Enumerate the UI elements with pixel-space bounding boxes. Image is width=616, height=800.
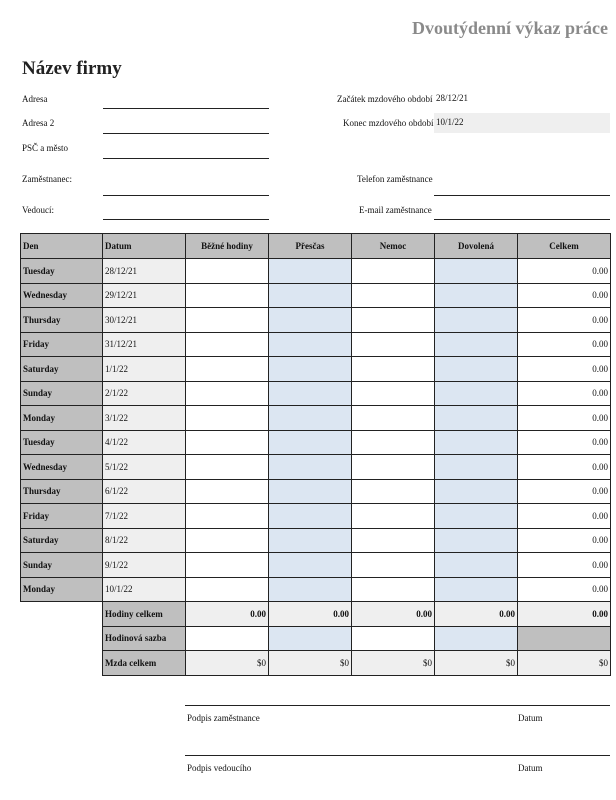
address-field[interactable] xyxy=(103,108,269,109)
day-cell: Tuesday xyxy=(21,259,103,284)
empty-cell xyxy=(21,626,103,651)
col-header-overtime: Přesčas xyxy=(269,234,352,259)
sick-input[interactable] xyxy=(352,528,435,553)
employee-label: Zaměstnanec: xyxy=(22,174,72,184)
col-header-date: Datum xyxy=(103,234,186,259)
hourly-rate-row xyxy=(21,626,611,651)
overtime-input[interactable] xyxy=(269,577,352,602)
day-cell: Saturday xyxy=(21,357,103,382)
table-row xyxy=(21,577,611,602)
rate-vacation-input[interactable] xyxy=(435,626,518,651)
manager-field[interactable] xyxy=(103,219,269,220)
pay-overtime-cell: $0 xyxy=(269,651,352,676)
date-cell[interactable]: 7/1/22 xyxy=(103,504,186,529)
regular-hours-input[interactable] xyxy=(186,479,269,504)
sick-input[interactable] xyxy=(352,479,435,504)
vacation-input[interactable] xyxy=(435,332,518,357)
overtime-input[interactable] xyxy=(269,259,352,284)
row-total-cell: 0.00 xyxy=(518,430,611,455)
row-total-cell: 0.00 xyxy=(518,504,611,529)
date-cell[interactable]: 2/1/22 xyxy=(103,381,186,406)
day-cell: Wednesday xyxy=(21,455,103,480)
sick-input[interactable] xyxy=(352,406,435,431)
date-cell[interactable]: 10/1/22 xyxy=(103,577,186,602)
overtime-input[interactable] xyxy=(269,308,352,333)
row-total-cell: 0.00 xyxy=(518,308,611,333)
vacation-input[interactable] xyxy=(435,504,518,529)
total-sick-cell: 0.00 xyxy=(352,602,435,627)
regular-hours-input[interactable] xyxy=(186,308,269,333)
col-header-day: Den xyxy=(21,234,103,259)
vacation-input[interactable] xyxy=(435,406,518,431)
rate-sick-input[interactable] xyxy=(352,626,435,651)
total-overtime-cell: 0.00 xyxy=(269,602,352,627)
regular-hours-input[interactable] xyxy=(186,406,269,431)
sick-input[interactable] xyxy=(352,332,435,357)
manager-label: Vedoucí: xyxy=(22,205,54,215)
table-header-row xyxy=(21,234,611,259)
vacation-input[interactable] xyxy=(435,283,518,308)
row-total-cell: 0.00 xyxy=(518,479,611,504)
overtime-input[interactable] xyxy=(269,381,352,406)
overtime-input[interactable] xyxy=(269,430,352,455)
overtime-input[interactable] xyxy=(269,357,352,382)
table-row xyxy=(21,406,611,431)
email-label: E-mail zaměstnance xyxy=(359,205,432,215)
row-total-cell: 0.00 xyxy=(518,259,611,284)
overtime-input[interactable] xyxy=(269,479,352,504)
date-cell[interactable]: 31/12/21 xyxy=(103,332,186,357)
vacation-input[interactable] xyxy=(435,259,518,284)
regular-hours-input[interactable] xyxy=(186,430,269,455)
day-cell: Monday xyxy=(21,406,103,431)
period-start-label: Začátek mzdového období xyxy=(337,94,433,104)
sick-input[interactable] xyxy=(352,577,435,602)
table-row xyxy=(21,259,611,284)
table-row xyxy=(21,357,611,382)
date-cell[interactable]: 30/12/21 xyxy=(103,308,186,333)
timesheet-table xyxy=(20,233,611,676)
vacation-input[interactable] xyxy=(435,430,518,455)
row-total-cell: 0.00 xyxy=(518,357,611,382)
date-cell[interactable]: 8/1/22 xyxy=(103,528,186,553)
pay-vacation-cell: $0 xyxy=(435,651,518,676)
total-hours-row xyxy=(21,602,611,627)
row-total-cell: 0.00 xyxy=(518,577,611,602)
day-cell: Friday xyxy=(21,332,103,357)
date-cell[interactable]: 28/12/21 xyxy=(103,259,186,284)
sick-input[interactable] xyxy=(352,357,435,382)
employee-date-label: Datum xyxy=(518,713,543,723)
col-header-total: Celkem xyxy=(518,234,611,259)
employee-signature-line[interactable] xyxy=(185,705,610,706)
regular-hours-input[interactable] xyxy=(186,504,269,529)
row-total-cell: 0.00 xyxy=(518,406,611,431)
row-total-cell: 0.00 xyxy=(518,332,611,357)
row-total-cell: 0.00 xyxy=(518,528,611,553)
city-label: PSČ a město xyxy=(22,143,69,153)
row-total-cell: 0.00 xyxy=(518,381,611,406)
day-cell: Thursday xyxy=(21,308,103,333)
table-row xyxy=(21,381,611,406)
address2-label: Adresa 2 xyxy=(22,118,55,128)
regular-hours-input[interactable] xyxy=(186,283,269,308)
sick-input[interactable] xyxy=(352,259,435,284)
regular-hours-input[interactable] xyxy=(186,577,269,602)
overtime-input[interactable] xyxy=(269,406,352,431)
table-row xyxy=(21,332,611,357)
vacation-input[interactable] xyxy=(435,553,518,578)
total-hours-label: Hodiny celkem xyxy=(103,602,186,627)
table-row xyxy=(21,308,611,333)
table-row xyxy=(21,553,611,578)
date-cell[interactable]: 5/1/22 xyxy=(103,455,186,480)
pay-regular-cell: $0 xyxy=(186,651,269,676)
vacation-input[interactable] xyxy=(435,528,518,553)
overtime-input[interactable] xyxy=(269,283,352,308)
day-cell: Sunday xyxy=(21,553,103,578)
overtime-input[interactable] xyxy=(269,504,352,529)
pay-sick-cell: $0 xyxy=(352,651,435,676)
sick-input[interactable] xyxy=(352,308,435,333)
regular-hours-input[interactable] xyxy=(186,332,269,357)
regular-hours-input[interactable] xyxy=(186,357,269,382)
period-start-field[interactable]: 28/12/21 xyxy=(436,93,469,103)
date-cell[interactable]: 9/1/22 xyxy=(103,553,186,578)
sick-input[interactable] xyxy=(352,430,435,455)
day-cell: Sunday xyxy=(21,381,103,406)
hourly-rate-label: Hodinová sazba xyxy=(103,626,186,651)
vacation-input[interactable] xyxy=(435,357,518,382)
manager-signature-line[interactable] xyxy=(185,755,610,756)
sick-input[interactable] xyxy=(352,455,435,480)
regular-hours-input[interactable] xyxy=(186,381,269,406)
total-sum-cell: 0.00 xyxy=(518,602,611,627)
vacation-input[interactable] xyxy=(435,455,518,480)
regular-hours-input[interactable] xyxy=(186,259,269,284)
address-label: Adresa xyxy=(22,94,48,104)
row-total-cell: 0.00 xyxy=(518,283,611,308)
date-cell[interactable]: 29/12/21 xyxy=(103,283,186,308)
vacation-input[interactable] xyxy=(435,308,518,333)
employee-signature-label: Podpis zaměstnance xyxy=(187,713,260,723)
vacation-input[interactable] xyxy=(435,577,518,602)
period-end-field[interactable]: 10/1/22 xyxy=(434,113,610,133)
total-regular-cell: 0.00 xyxy=(186,602,269,627)
total-pay-row xyxy=(21,651,611,676)
vacation-input[interactable] xyxy=(435,381,518,406)
sick-input[interactable] xyxy=(352,553,435,578)
rate-overtime-input[interactable] xyxy=(269,626,352,651)
regular-hours-input[interactable] xyxy=(186,455,269,480)
sick-input[interactable] xyxy=(352,504,435,529)
table-row xyxy=(21,283,611,308)
day-cell: Wednesday xyxy=(21,283,103,308)
table-row xyxy=(21,430,611,455)
period-end-label: Konec mzdového období xyxy=(343,118,434,128)
date-cell[interactable]: 4/1/22 xyxy=(103,430,186,455)
vacation-input[interactable] xyxy=(435,479,518,504)
table-row xyxy=(21,528,611,553)
row-total-cell: 0.00 xyxy=(518,553,611,578)
col-header-regular: Běžné hodiny xyxy=(186,234,269,259)
col-header-sick: Nemoc xyxy=(352,234,435,259)
total-vacation-cell: 0.00 xyxy=(435,602,518,627)
day-cell: Saturday xyxy=(21,528,103,553)
overtime-input[interactable] xyxy=(269,455,352,480)
overtime-input[interactable] xyxy=(269,553,352,578)
overtime-input[interactable] xyxy=(269,332,352,357)
day-cell: Friday xyxy=(21,504,103,529)
table-row xyxy=(21,504,611,529)
row-total-cell: 0.00 xyxy=(518,455,611,480)
day-cell: Thursday xyxy=(21,479,103,504)
company-name[interactable]: Název firmy xyxy=(22,58,122,79)
regular-hours-input[interactable] xyxy=(186,528,269,553)
city-field[interactable] xyxy=(103,158,269,159)
day-cell: Monday xyxy=(21,577,103,602)
sick-input[interactable] xyxy=(352,381,435,406)
address2-field[interactable] xyxy=(103,133,269,134)
regular-hours-input[interactable] xyxy=(186,553,269,578)
col-header-vacation: Dovolená xyxy=(435,234,518,259)
total-pay-label: Mzda celkem xyxy=(103,651,186,676)
table-row xyxy=(21,479,611,504)
email-field[interactable] xyxy=(434,219,610,220)
phone-label: Telefon zaměstnance xyxy=(357,174,433,184)
employee-field[interactable] xyxy=(103,195,269,196)
document-title: Dvoutýdenní výkaz práce xyxy=(411,18,608,38)
rate-total-cell xyxy=(518,626,611,651)
rate-regular-input[interactable] xyxy=(186,626,269,651)
phone-field[interactable] xyxy=(434,195,610,196)
empty-cell xyxy=(21,602,103,627)
manager-date-label: Datum xyxy=(518,763,543,773)
date-cell[interactable]: 6/1/22 xyxy=(103,479,186,504)
empty-cell xyxy=(21,651,103,676)
date-cell[interactable]: 3/1/22 xyxy=(103,406,186,431)
sick-input[interactable] xyxy=(352,283,435,308)
day-cell: Tuesday xyxy=(21,430,103,455)
table-row xyxy=(21,455,611,480)
overtime-input[interactable] xyxy=(269,528,352,553)
manager-signature-label: Podpis vedoucího xyxy=(187,763,252,773)
date-cell[interactable]: 1/1/22 xyxy=(103,357,186,382)
pay-total-cell: $0 xyxy=(518,651,611,676)
